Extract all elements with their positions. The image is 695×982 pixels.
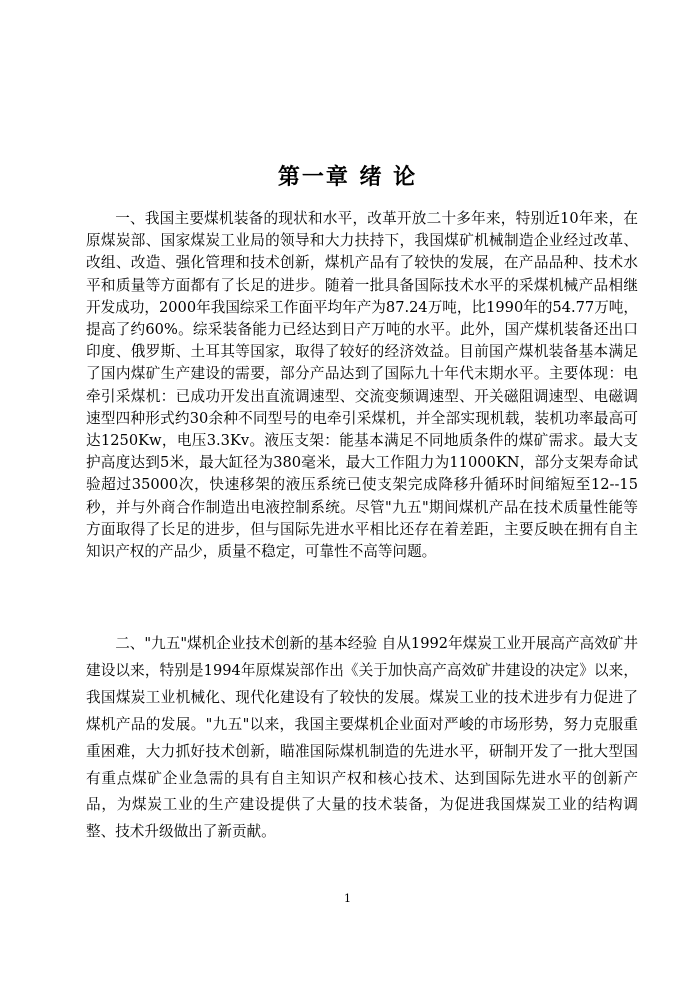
page-number: 1 [344, 892, 351, 905]
chapter-title: 第一章 绪 论 [277, 165, 418, 190]
paragraph-current-status: 一、我国主要煤机装备的现状和水平，改革开放二十多年来，特别近10年来，在原煤炭部、国家煤炭工业局的领导和大力扶持下，我国煤矿机械制造企业经过改革、改组、改造、强化管理和技术创新，煤机产品有了较快的发展，在产品品种、技术水平和质量等方面都有了长足的进步。随着一批具备国际技术水平的采煤机械产品相继开发成功，2000年我国综采工作面平均年产为87.24万吨，比1990年的54.77万吨，提高了约60%。综采装备能力已经达到日产万吨的水平。此外，国产煤机装备还出口印度、俄罗斯、土耳其等国家，取得了较好的经济效益。目前国产煤机装备基本满足了国内煤矿生产建设的需要，部分产品达到了国际九十年代末期水平。主要体现：电牵引采煤机：已成功开发出直流调速型、交流变频调速型、开关磁阻调速型、电磁调速型四种形式约30余种不同型号的电牵引采煤机，并全部实现机载，装机功率最高可达1250Kw，电压3.3Kv。液压支架：能基本满足不同地质条件的煤矿需求。最大支护高度达到5米，最大缸径为380毫米，最大工作阻力为11000KN，部分支架寿命试验超过35000次，快速移架的液压系统已使支架完成降移升循环时间缩短至12--15秒，并与外商合作制造出电液控制系统。尽管"九五"期间煤机产品在技术质量性能等方面取得了长足的进步，但与国际先进水平相比还存在着差距，主要反映在拥有自主知识产权的产品少，质量不稳定，可靠性不高等问题。 [86, 210, 638, 561]
paragraph-innovation-experience: 二、"九五"煤机企业技术创新的基本经验 自从1992年煤炭工业开展高产高效矿井建设以来，特别是1994年原煤炭部作出《关于加快高产高效矿井建设的决定》以来，我国煤炭工业机械化、现代化建设有了较快的发展。煤炭工业的技术进步有力促进了煤机产品的发展。"九五"以来，我国主要煤机企业面对严峻的市场形势，努力克服重重困难，大力抓好技术创新，瞄准国际煤机制造的先进水平，研制开发了一批大型国有重点煤矿企业急需的具有自主知识产权和核心技术、达到国际先进水平的创新产品，为煤炭工业的生产建设提供了大量的技术装备，为促进我国煤炭工业的结构调整、技术升级做出了新贡献。 [86, 635, 638, 841]
